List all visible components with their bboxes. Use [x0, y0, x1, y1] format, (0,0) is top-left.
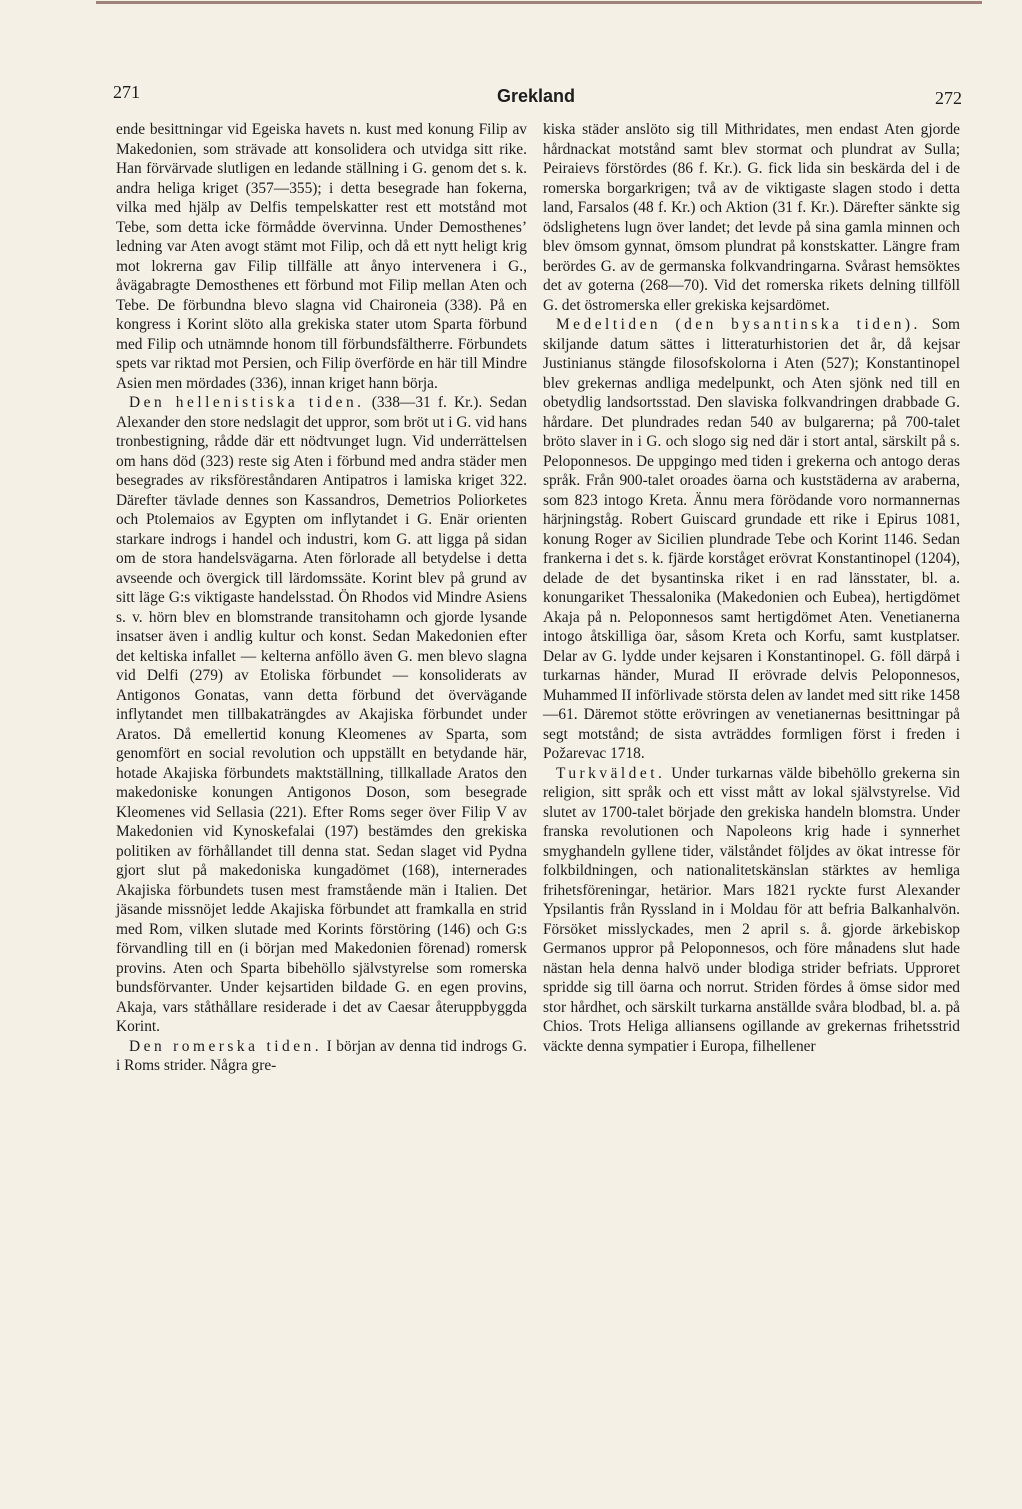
section-heading: Den hellenistiska tiden. — [129, 394, 365, 411]
paragraph — [543, 315, 960, 764]
page-number-right: 272 — [935, 88, 962, 108]
paragraph — [543, 764, 960, 1057]
running-head: Grekland — [497, 86, 576, 106]
paragraph — [116, 1037, 527, 1076]
top-rule — [96, 1, 982, 4]
section-heading: Turkväldet. — [556, 764, 666, 782]
left-column — [116, 120, 527, 1076]
paragraph — [116, 393, 527, 1037]
paragraph-text: I början av denna tid indrogs G. i Roms strider. Några gre- — [116, 1037, 527, 1074]
section-heading: Medeltiden (den bysantinska tiden). — [556, 316, 921, 333]
paragraph: ende besittningar vid Egeiska havets n. kust med konung Filip av Makedonien, som strävade att konsolidera och utvidga sitt rike. Han förvärvade slutligen en ledande ställning i G. genom det s. k. andra heliga kriget (357—355); i detta besegrade han fokerna, vilka med hjälp av Delfis tempelskatter rest ett motstånd mot Tebe, som detta icke förmådde övervinna. Under Demosthenes’ ledning var Aten avogt stämt mot Filip, och då ett nytt heligt krig mot lokrerna gav Filip tillfälle att ånyo intervenera i G., åvägabragte Demosthenes ett förbund mot Filip mellan Aten och Tebe. De förbundna blevo slagna vid Chaironeia (338). På en kongress i Korint slöto alla grekiska stater utom Sparta förbund med Filip och utnämnde honom till förbundsfältherre. Förbundets spets var riktad mot Persien, och Filip överförde en här till Mindre Asien men mördades (336), innan kriget hann börja. — [116, 121, 527, 392]
paragraph-text: (338—31 f. Kr.). Sedan Alexander den store nedslagit det uppror, som bröt ut i G. vid hans tronbestigning, rådde där ett nödtvunget lugn. Vid underrättelsen om hans död (323) reste sig Aten i förbund med andra städer men besegrades av riksföreståndaren Antipatros i lamiska kriget 322. Därefter tävlade dennes son Kassandros, Demetrios Poliorketes och Ptolemaios av Egypten om inflytandet i G. Enär orienten starkare indrogs i handel och industri, kom G. att ligga på sidan om de stora handelsvägarna. Aten förlorade all betydelse i detta avseende och övergick till lärdomssäte. Korint blev på grund av sitt läge G:s viktigaste handelsstad. Ön Rhodos vid Mindre Asiens s. v. hörn blev en blomstrande transitohamn och gjorde lysande insatser även i andlig kultur och konst. Sedan Makedonien efter det keltiska infallet — kelterna anföllo även G. men blevo slagna vid Delfi (279) av Etoliska förbundet — konsoliderats av Antigonos Gonatas, vann detta förbund det övervägande inflytandet men tillbakaträngdes av Akajiska förbundet under Aratos. Då emellertid konung Kleomenes av Sparta, som genomfört en social revolution och uppställt en betydande här, hotade Akajiska förbundets maktställning, tillkallade Aratos den makedoniske konungen Antigonos Doson, som besegrade Kleomenes vid Sellasia (221). Efter Roms seger över Filip V av Makedonien vid Kynoskefalai (197) bestämdes den grekiska politiken av förhållandet till denna stat. Sedan slaget vid Pydna gjort slut på makedoniska kungadömet (168), internerades Akajiska förbundets tusen mest framstående män i Italien. Det jäsande missnöjet ledde Akajiska förbundet att framkalla en strid med Rom, vilken slutade med Korints förstöring (146) och G:s förvandling till en (i början med Makedonien förenad) romersk provins. Aten och Sparta bibehöllo självstyrelse som romerska bundsförvanter. Under kejsartiden bildade G. en egen provins, Akaja, vars ståthållare residerade i det av Caesar återuppbyggda Korint. — [116, 394, 527, 1035]
section-heading: Den romerska tiden. — [129, 1037, 323, 1055]
paragraph-text: Som skiljande datum sättes i litteraturhistorien det år, då kejsar Justinianus stängde filosofskolorna i Aten (527); Konstantinopel blev grekernas andliga medelpunkt, och Aten sjönk ned till en obetydlig landsortsstad. Den slaviska folkvandringen drabbade G. hårdare. Det plundrades redan 540 av bulgarerna; på 700-talet bröto slaver in i G. och slogo sig ned där i stort antal, särskilt på s. Peloponnesos. De uppgingo med tiden i grekerna och antogo deras språk. Från 900-talet oroades öarna och kuststäderna av araberna, som 823 intogo Kreta. Ännu mera förödande voro normannernas härjningståg. Robert Guiscard grundade ett rike i Epirus 1081, konung Roger av Sicilien plundrade Tebe och Korint 1146. Sedan frankerna i det s. k. fjärde korståget erövrat Konstantinopel (1204), delade de det bysantinska riket i en rad länsstater, bl. a. konungariket Thessalonika (Makedonien och Eubea), hertigdömet Akaja på n. Peloponnesos samt hertigdömet Aten. Venetianerna intogo åtskilliga öar, såsom Kreta och Korfu, samt kustplatser. Delar av G. lydde under kejsaren i Konstantinopel. G. föll därpå i turkarnas händer, Murad II erövrade delvis Peloponnesos, Muhammed II införlivade största delen av landet med sitt rike 1458—61. Däremot stötte erövringen av venetianernas besittningar på segt motstånd; de sista avträddes formligen först i freden i Požarevac 1718. — [543, 316, 960, 762]
page-number-left: 271 — [113, 82, 140, 102]
paragraph: kiska städer anslöto sig till Mithridates, men endast Aten gjorde hårdnackat motstånd samt blev stormat och plundrat av Sulla; Peiraievs förstördes (86 f. Kr.). G. fick lida sin beskärda del i de romerska borgarkrigen; två av de viktigaste slagen stodo i detta land, Farsalos (48 f. Kr.) och Aktion (31 f. Kr.). Därefter sänkte sig ödslighetens lugn över landet; det levde på sina gamla minnen och blev ömsom gynnat, ömsom plundrat på konstskatter. Längre fram berördes G. av de germanska folkvandringarna. Svårast hemsöktes det av goterna (268—70). Vid det romerska rikets delning tillföll G. det östromerska eller grekiska kejsardömet. — [543, 121, 960, 314]
right-column — [543, 120, 960, 1056]
paragraph-text: Under turkarnas välde bibehöllo grekerna sin religion, sitt språk och ett visst mått av lokal självstyrelse. Vid slutet av 1700-talet började den grekiska handeln blomstra. Under franska revolutionen och Napoleons krig hade i synnerhet smyghandeln gyllene tider, välståndet följdes av ökat intresse för folkbildningen, och nationalitetskänslan stärktes av hemliga frihetsföreningar, hetärior. Mars 1821 ryckte furst Alexander Ypsilantis från Ryssland in i Moldau för att befria Balkanhalvön. Försöket misslyckades, men 2 april s. å. gjorde ärkebiskop Germanos uppror på Peloponnesos, och före månadens slut hade nästan hela denna halvö under blodiga strider befriats. Upproret spridde sig till öarna och norrut. Striden fördes å ömse sidor med stor hårdhet, och särskilt turkarna anställde svåra blodbad, bl. a. på Chios. Trots Heliga alliansens ogillande av grekernas frihetsstrid väckte denna sympatier i Europa, filhellener — [543, 764, 960, 1055]
